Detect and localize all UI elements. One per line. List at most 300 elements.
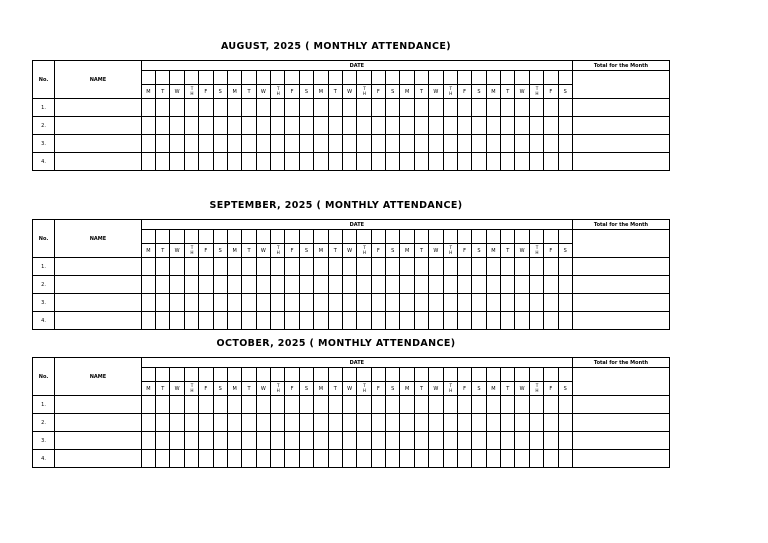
attendance-cell[interactable] [328,414,342,432]
attendance-cell[interactable] [141,153,155,171]
attendance-cell[interactable] [227,432,241,450]
attendance-cell[interactable] [199,294,213,312]
attendance-cell[interactable] [285,276,299,294]
attendance-cell[interactable] [184,432,198,450]
attendance-cell[interactable] [342,276,356,294]
attendance-cell[interactable] [184,312,198,330]
attendance-cell[interactable] [515,258,529,276]
name-cell[interactable] [55,312,142,330]
attendance-cell[interactable] [457,99,471,117]
attendance-cell[interactable] [443,450,457,468]
attendance-cell[interactable] [371,396,385,414]
date-number-cell[interactable] [501,71,515,85]
date-number-cell[interactable] [457,368,471,382]
attendance-cell[interactable] [429,99,443,117]
attendance-cell[interactable] [558,135,572,153]
attendance-cell[interactable] [515,450,529,468]
attendance-cell[interactable] [457,258,471,276]
attendance-cell[interactable] [199,450,213,468]
attendance-cell[interactable] [515,432,529,450]
name-cell[interactable] [55,117,142,135]
attendance-cell[interactable] [529,258,543,276]
attendance-cell[interactable] [199,153,213,171]
attendance-cell[interactable] [285,312,299,330]
attendance-cell[interactable] [213,450,227,468]
attendance-cell[interactable] [170,99,184,117]
attendance-cell[interactable] [156,432,170,450]
attendance-cell[interactable] [170,153,184,171]
attendance-cell[interactable] [213,414,227,432]
attendance-cell[interactable] [357,450,371,468]
date-number-cell[interactable] [544,230,558,244]
attendance-cell[interactable] [443,414,457,432]
date-number-cell[interactable] [529,71,543,85]
attendance-cell[interactable] [414,99,428,117]
date-number-cell[interactable] [371,230,385,244]
attendance-cell[interactable] [429,153,443,171]
attendance-cell[interactable] [515,414,529,432]
attendance-cell[interactable] [357,135,371,153]
date-number-cell[interactable] [544,71,558,85]
date-number-cell[interactable] [400,71,414,85]
date-number-cell[interactable] [371,71,385,85]
attendance-cell[interactable] [529,450,543,468]
attendance-cell[interactable] [141,396,155,414]
attendance-cell[interactable] [271,294,285,312]
date-number-cell[interactable] [443,368,457,382]
date-number-cell[interactable] [271,230,285,244]
attendance-cell[interactable] [299,276,313,294]
date-number-cell[interactable] [213,71,227,85]
attendance-cell[interactable] [227,258,241,276]
attendance-cell[interactable] [271,258,285,276]
attendance-cell[interactable] [242,450,256,468]
attendance-cell[interactable] [227,276,241,294]
attendance-cell[interactable] [529,117,543,135]
attendance-cell[interactable] [414,258,428,276]
attendance-cell[interactable] [357,432,371,450]
date-number-cell[interactable] [184,368,198,382]
attendance-cell[interactable] [314,117,328,135]
attendance-cell[interactable] [386,276,400,294]
attendance-cell[interactable] [342,99,356,117]
attendance-cell[interactable] [242,117,256,135]
attendance-cell[interactable] [429,117,443,135]
attendance-cell[interactable] [156,312,170,330]
total-cell[interactable] [572,117,669,135]
attendance-cell[interactable] [529,153,543,171]
attendance-cell[interactable] [515,99,529,117]
attendance-cell[interactable] [529,432,543,450]
date-number-cell[interactable] [170,71,184,85]
total-cell[interactable] [572,396,669,414]
name-cell[interactable] [55,99,142,117]
attendance-cell[interactable] [285,432,299,450]
date-number-cell[interactable] [544,368,558,382]
attendance-cell[interactable] [558,117,572,135]
attendance-cell[interactable] [472,135,486,153]
date-number-cell[interactable] [314,230,328,244]
date-number-cell[interactable] [170,230,184,244]
attendance-cell[interactable] [328,135,342,153]
attendance-cell[interactable] [558,294,572,312]
date-number-cell[interactable] [156,230,170,244]
date-number-cell[interactable] [486,368,500,382]
attendance-cell[interactable] [328,312,342,330]
attendance-cell[interactable] [227,99,241,117]
date-number-cell[interactable] [414,368,428,382]
attendance-cell[interactable] [170,414,184,432]
date-number-cell[interactable] [558,71,572,85]
attendance-cell[interactable] [342,135,356,153]
attendance-cell[interactable] [501,432,515,450]
attendance-cell[interactable] [400,432,414,450]
attendance-cell[interactable] [314,432,328,450]
attendance-cell[interactable] [285,153,299,171]
date-number-cell[interactable] [213,368,227,382]
attendance-cell[interactable] [544,414,558,432]
attendance-cell[interactable] [457,414,471,432]
attendance-cell[interactable] [184,99,198,117]
attendance-cell[interactable] [371,258,385,276]
date-number-cell[interactable] [285,71,299,85]
total-cell[interactable] [572,153,669,171]
attendance-cell[interactable] [170,117,184,135]
total-cell[interactable] [572,99,669,117]
attendance-cell[interactable] [414,135,428,153]
attendance-cell[interactable] [529,396,543,414]
name-cell[interactable] [55,258,142,276]
attendance-cell[interactable] [529,276,543,294]
attendance-cell[interactable] [328,153,342,171]
attendance-cell[interactable] [371,153,385,171]
attendance-cell[interactable] [400,414,414,432]
attendance-cell[interactable] [515,117,529,135]
attendance-cell[interactable] [156,396,170,414]
attendance-cell[interactable] [371,135,385,153]
attendance-cell[interactable] [357,276,371,294]
attendance-cell[interactable] [314,153,328,171]
attendance-cell[interactable] [227,450,241,468]
name-cell[interactable] [55,396,142,414]
attendance-cell[interactable] [457,432,471,450]
attendance-cell[interactable] [429,312,443,330]
attendance-cell[interactable] [314,450,328,468]
date-number-cell[interactable] [386,230,400,244]
date-number-cell[interactable] [199,368,213,382]
attendance-cell[interactable] [184,117,198,135]
attendance-cell[interactable] [486,450,500,468]
date-number-cell[interactable] [357,368,371,382]
attendance-cell[interactable] [357,117,371,135]
attendance-cell[interactable] [213,294,227,312]
date-number-cell[interactable] [242,230,256,244]
attendance-cell[interactable] [199,276,213,294]
attendance-cell[interactable] [558,99,572,117]
attendance-cell[interactable] [501,117,515,135]
attendance-cell[interactable] [256,312,270,330]
attendance-cell[interactable] [170,312,184,330]
date-number-cell[interactable] [256,230,270,244]
date-number-cell[interactable] [285,368,299,382]
attendance-cell[interactable] [443,312,457,330]
date-number-cell[interactable] [328,71,342,85]
date-number-cell[interactable] [271,368,285,382]
attendance-cell[interactable] [199,117,213,135]
attendance-cell[interactable] [170,450,184,468]
attendance-cell[interactable] [285,99,299,117]
attendance-cell[interactable] [386,432,400,450]
attendance-cell[interactable] [357,99,371,117]
attendance-cell[interactable] [515,276,529,294]
attendance-cell[interactable] [256,396,270,414]
attendance-cell[interactable] [386,135,400,153]
date-number-cell[interactable] [457,230,471,244]
attendance-cell[interactable] [141,414,155,432]
attendance-cell[interactable] [357,153,371,171]
attendance-cell[interactable] [314,396,328,414]
attendance-cell[interactable] [242,99,256,117]
attendance-cell[interactable] [213,153,227,171]
attendance-cell[interactable] [400,258,414,276]
attendance-cell[interactable] [544,276,558,294]
date-number-cell[interactable] [429,230,443,244]
attendance-cell[interactable] [256,414,270,432]
attendance-cell[interactable] [227,396,241,414]
attendance-cell[interactable] [414,432,428,450]
attendance-cell[interactable] [285,117,299,135]
attendance-cell[interactable] [414,396,428,414]
attendance-cell[interactable] [227,153,241,171]
date-number-cell[interactable] [299,71,313,85]
attendance-cell[interactable] [486,99,500,117]
attendance-cell[interactable] [486,396,500,414]
attendance-cell[interactable] [328,117,342,135]
attendance-cell[interactable] [443,117,457,135]
attendance-cell[interactable] [184,396,198,414]
attendance-cell[interactable] [342,396,356,414]
attendance-cell[interactable] [529,99,543,117]
attendance-cell[interactable] [342,312,356,330]
attendance-cell[interactable] [170,294,184,312]
attendance-cell[interactable] [371,117,385,135]
attendance-cell[interactable] [184,276,198,294]
attendance-cell[interactable] [371,276,385,294]
attendance-cell[interactable] [156,258,170,276]
attendance-cell[interactable] [472,117,486,135]
attendance-cell[interactable] [299,294,313,312]
date-number-cell[interactable] [357,71,371,85]
attendance-cell[interactable] [184,294,198,312]
attendance-cell[interactable] [486,258,500,276]
attendance-cell[interactable] [429,432,443,450]
attendance-cell[interactable] [486,414,500,432]
attendance-cell[interactable] [242,276,256,294]
date-number-cell[interactable] [156,368,170,382]
attendance-cell[interactable] [371,294,385,312]
date-number-cell[interactable] [457,71,471,85]
attendance-cell[interactable] [271,396,285,414]
attendance-cell[interactable] [328,294,342,312]
name-cell[interactable] [55,294,142,312]
attendance-cell[interactable] [371,312,385,330]
attendance-cell[interactable] [199,396,213,414]
attendance-cell[interactable] [285,396,299,414]
attendance-cell[interactable] [184,153,198,171]
attendance-cell[interactable] [285,258,299,276]
total-cell[interactable] [572,450,669,468]
attendance-cell[interactable] [558,414,572,432]
date-number-cell[interactable] [141,368,155,382]
attendance-cell[interactable] [227,117,241,135]
attendance-cell[interactable] [400,312,414,330]
attendance-cell[interactable] [342,414,356,432]
attendance-cell[interactable] [299,312,313,330]
attendance-cell[interactable] [328,258,342,276]
date-number-cell[interactable] [558,230,572,244]
date-number-cell[interactable] [414,71,428,85]
attendance-cell[interactable] [141,276,155,294]
attendance-cell[interactable] [443,432,457,450]
attendance-cell[interactable] [371,432,385,450]
attendance-cell[interactable] [357,414,371,432]
attendance-cell[interactable] [472,396,486,414]
total-cell[interactable] [572,135,669,153]
attendance-cell[interactable] [227,312,241,330]
attendance-cell[interactable] [156,117,170,135]
date-number-cell[interactable] [501,368,515,382]
attendance-cell[interactable] [429,258,443,276]
attendance-cell[interactable] [386,294,400,312]
attendance-cell[interactable] [285,135,299,153]
attendance-cell[interactable] [414,414,428,432]
attendance-cell[interactable] [213,117,227,135]
attendance-cell[interactable] [156,153,170,171]
attendance-cell[interactable] [357,396,371,414]
attendance-cell[interactable] [285,450,299,468]
attendance-cell[interactable] [170,276,184,294]
attendance-cell[interactable] [472,432,486,450]
attendance-cell[interactable] [486,294,500,312]
attendance-cell[interactable] [213,432,227,450]
date-number-cell[interactable] [199,71,213,85]
attendance-cell[interactable] [170,432,184,450]
attendance-cell[interactable] [486,135,500,153]
attendance-cell[interactable] [472,450,486,468]
attendance-cell[interactable] [472,276,486,294]
attendance-cell[interactable] [314,414,328,432]
date-number-cell[interactable] [342,230,356,244]
attendance-cell[interactable] [299,153,313,171]
attendance-cell[interactable] [256,135,270,153]
date-number-cell[interactable] [199,230,213,244]
attendance-cell[interactable] [414,312,428,330]
attendance-cell[interactable] [342,117,356,135]
attendance-cell[interactable] [199,258,213,276]
attendance-cell[interactable] [486,312,500,330]
date-number-cell[interactable] [386,71,400,85]
attendance-cell[interactable] [515,396,529,414]
attendance-cell[interactable] [184,258,198,276]
attendance-cell[interactable] [199,432,213,450]
attendance-cell[interactable] [271,432,285,450]
attendance-cell[interactable] [457,450,471,468]
date-number-cell[interactable] [227,230,241,244]
attendance-cell[interactable] [501,414,515,432]
attendance-cell[interactable] [328,276,342,294]
attendance-cell[interactable] [400,450,414,468]
attendance-cell[interactable] [515,135,529,153]
attendance-cell[interactable] [285,414,299,432]
attendance-cell[interactable] [314,135,328,153]
date-number-cell[interactable] [371,368,385,382]
attendance-cell[interactable] [170,396,184,414]
attendance-cell[interactable] [386,117,400,135]
attendance-cell[interactable] [544,99,558,117]
date-number-cell[interactable] [515,230,529,244]
attendance-cell[interactable] [256,450,270,468]
date-number-cell[interactable] [156,71,170,85]
date-number-cell[interactable] [357,230,371,244]
attendance-cell[interactable] [472,153,486,171]
total-cell[interactable] [572,432,669,450]
attendance-cell[interactable] [242,432,256,450]
attendance-cell[interactable] [386,450,400,468]
attendance-cell[interactable] [328,450,342,468]
date-number-cell[interactable] [314,368,328,382]
attendance-cell[interactable] [429,135,443,153]
attendance-cell[interactable] [141,117,155,135]
date-number-cell[interactable] [529,368,543,382]
attendance-cell[interactable] [486,432,500,450]
attendance-cell[interactable] [515,294,529,312]
attendance-cell[interactable] [141,135,155,153]
attendance-cell[interactable] [227,135,241,153]
date-number-cell[interactable] [501,230,515,244]
attendance-cell[interactable] [386,99,400,117]
attendance-cell[interactable] [544,450,558,468]
attendance-cell[interactable] [386,258,400,276]
attendance-cell[interactable] [242,153,256,171]
date-number-cell[interactable] [242,71,256,85]
attendance-cell[interactable] [501,396,515,414]
attendance-cell[interactable] [443,135,457,153]
attendance-cell[interactable] [429,396,443,414]
attendance-cell[interactable] [558,432,572,450]
attendance-cell[interactable] [472,99,486,117]
date-number-cell[interactable] [227,368,241,382]
attendance-cell[interactable] [299,258,313,276]
attendance-cell[interactable] [271,117,285,135]
attendance-cell[interactable] [443,258,457,276]
attendance-cell[interactable] [299,450,313,468]
attendance-cell[interactable] [156,294,170,312]
attendance-cell[interactable] [227,294,241,312]
attendance-cell[interactable] [242,294,256,312]
name-cell[interactable] [55,153,142,171]
attendance-cell[interactable] [472,258,486,276]
attendance-cell[interactable] [342,258,356,276]
attendance-cell[interactable] [156,99,170,117]
total-cell[interactable] [572,258,669,276]
attendance-cell[interactable] [501,312,515,330]
attendance-cell[interactable] [400,135,414,153]
attendance-cell[interactable] [386,312,400,330]
attendance-cell[interactable] [271,414,285,432]
date-number-cell[interactable] [299,230,313,244]
attendance-cell[interactable] [400,99,414,117]
attendance-cell[interactable] [414,153,428,171]
